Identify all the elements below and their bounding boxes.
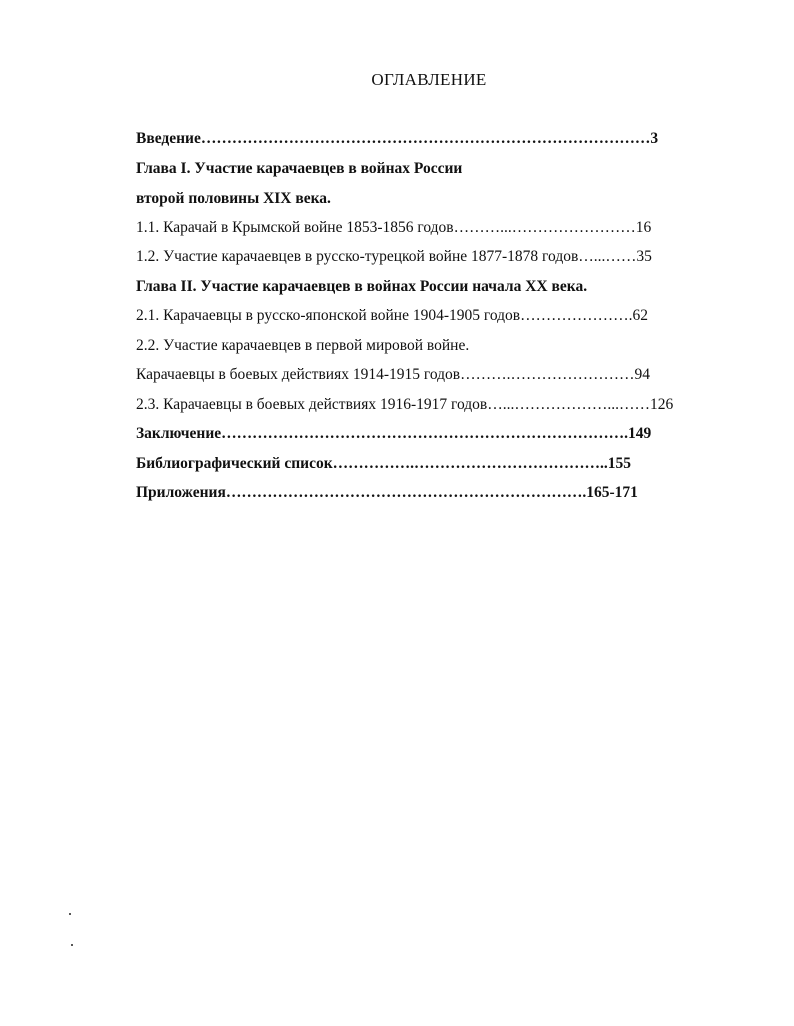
toc-entry-bibliography: Библиографический список…………….………………………………..155	[136, 455, 632, 472]
page-title: ОГЛАВЛЕНИЕ	[371, 70, 487, 89]
toc-chapter-1-heading: Глава I. Участие карачаевцев в войнах России	[136, 160, 463, 177]
scan-speck	[71, 944, 73, 946]
toc-entry-1-1: 1.1. Карачай в Крымской войне 1853-1856 годов………...……………………16	[136, 219, 652, 236]
toc-entry-2-3: 2.3. Карачаевцы в боевых действиях 1916-1917 годов…...………………...……126	[136, 396, 674, 413]
toc-entry-1-2: 1.2. Участие карачаевцев в русско-турецкой войне 1877-1878 годов…...……35	[136, 248, 652, 265]
toc-entry-2-1: 2.1. Карачаевцы в русско-японской войне 1904-1905 годов………………….62	[136, 307, 648, 324]
toc-chapter-1-heading-cont: второй половины XIX века.	[136, 190, 331, 207]
toc-entry-2-2: 2.2. Участие карачаевцев в первой мировой войне.	[136, 337, 470, 354]
toc-entry-appendices: Приложения…………………………………………………………….165-171	[136, 484, 638, 501]
toc-chapter-2-heading: Глава II. Участие карачаевцев в войнах России начала XX века.	[136, 278, 588, 295]
toc-entry-2-2-cont: Карачаевцы в боевых действиях 1914-1915 годов……….……………………94	[136, 366, 650, 383]
toc-entry-conclusion: Заключение…………………………………………………………………….149	[136, 425, 652, 442]
scan-speck	[69, 913, 71, 915]
toc-entry-introduction: Введение……………………………………………………………………………3	[136, 130, 659, 147]
